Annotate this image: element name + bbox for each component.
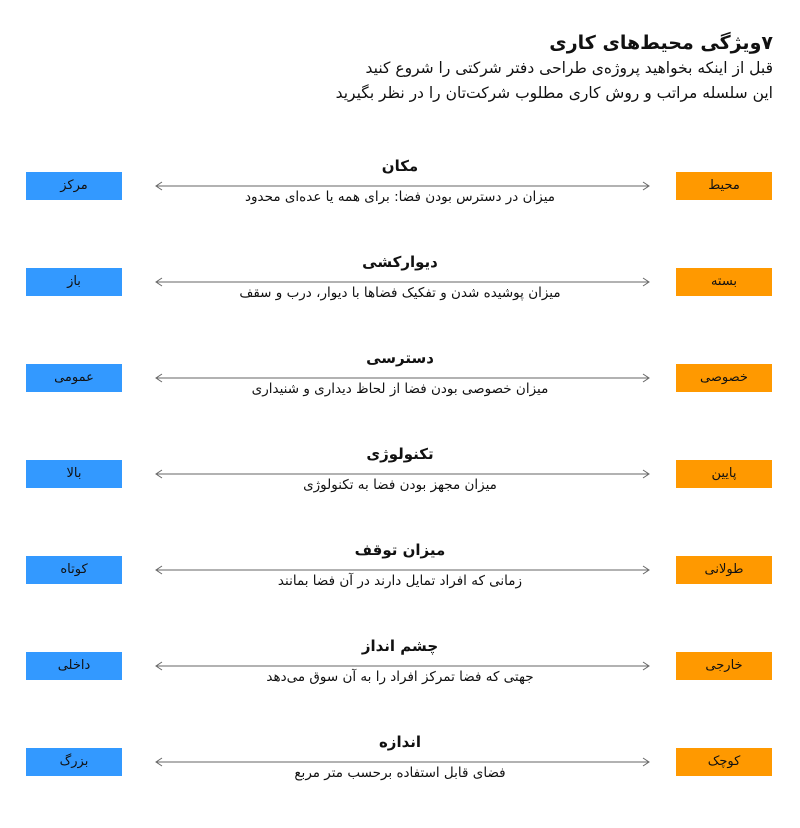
spectrum-row	[0, 253, 800, 348]
right-pole-box	[676, 460, 772, 488]
left-pole-box	[26, 556, 122, 584]
row-title: میزان توقف	[354, 541, 446, 559]
row-title: دسترسی	[366, 349, 434, 367]
row-description: فضای قابل استفاده برحسب متر مربع	[294, 765, 506, 781]
right-pole-box	[676, 268, 772, 296]
right-pole-label: محیط	[708, 178, 740, 193]
right-pole-label: طولانی	[704, 562, 744, 577]
left-pole-label: عمومی	[54, 370, 94, 385]
right-pole-box	[676, 364, 772, 392]
subtitle-line-1: قبل از اینکه بخواهید پروژه‌ی طراحی دفتر شرکتی را شروع کنید	[365, 59, 773, 77]
left-pole-box	[26, 268, 122, 296]
row-title: دیوارکشی	[362, 253, 438, 271]
row-description: میزان پوشیده شدن و تفکیک فضاها با دیوار، درب و سقف	[239, 285, 561, 301]
left-pole-box	[26, 172, 122, 200]
left-pole-label: کوتاه	[60, 562, 88, 577]
spectrum-row	[0, 541, 800, 636]
spectrum-row	[0, 349, 800, 444]
row-description: زمانی که افراد تمایل دارند در آن فضا بمانند	[277, 573, 523, 589]
spectrum-row	[0, 637, 800, 732]
row-description: جهتی که فضا تمرکز افراد را به آن سوق می‌دهد	[266, 669, 534, 685]
left-pole-box	[26, 460, 122, 488]
left-pole-label: مرکز	[60, 178, 88, 193]
spectrum-row	[0, 733, 800, 828]
left-pole-label: بالا	[66, 466, 82, 481]
left-pole-label: بزرگ	[59, 754, 89, 769]
row-title: چشم انداز	[361, 637, 439, 655]
right-pole-box	[676, 172, 772, 200]
right-pole-label: پایین	[711, 466, 737, 481]
right-pole-box	[676, 556, 772, 584]
right-pole-label: خصوصی	[700, 370, 748, 385]
right-pole-label: کوچک	[707, 754, 741, 769]
header	[336, 30, 773, 106]
left-pole-label: باز	[67, 274, 81, 289]
left-pole-box	[26, 652, 122, 680]
row-title: تکنولوژی	[366, 445, 434, 463]
row-description: میزان مجهز بودن فضا به تکنولوژی	[303, 477, 497, 493]
spectrum-row	[0, 157, 800, 252]
spectrum-row	[0, 445, 800, 540]
right-pole-box	[676, 652, 772, 680]
left-pole-box	[26, 748, 122, 776]
left-pole-label: داخلی	[57, 658, 91, 673]
left-pole-box	[26, 364, 122, 392]
right-pole-label: بسته	[710, 274, 738, 289]
right-pole-box	[676, 748, 772, 776]
row-description: میزان خصوصی بودن فضا از لحاظ دیداری و شنیداری	[251, 381, 549, 397]
page-title: ۷ویژگی محیط‌های کاری	[549, 32, 773, 54]
row-title: مکان	[381, 157, 419, 175]
row-description: میزان در دسترس بودن فضا: برای همه یا عده‌ای محدود	[244, 189, 556, 205]
subtitle-line-2: این سلسله مراتب و روش کاری مطلوب شرکت‌تان را در نظر بگیرید	[335, 84, 773, 102]
row-title: اندازه	[378, 733, 422, 751]
right-pole-label: خارجی	[705, 658, 743, 673]
